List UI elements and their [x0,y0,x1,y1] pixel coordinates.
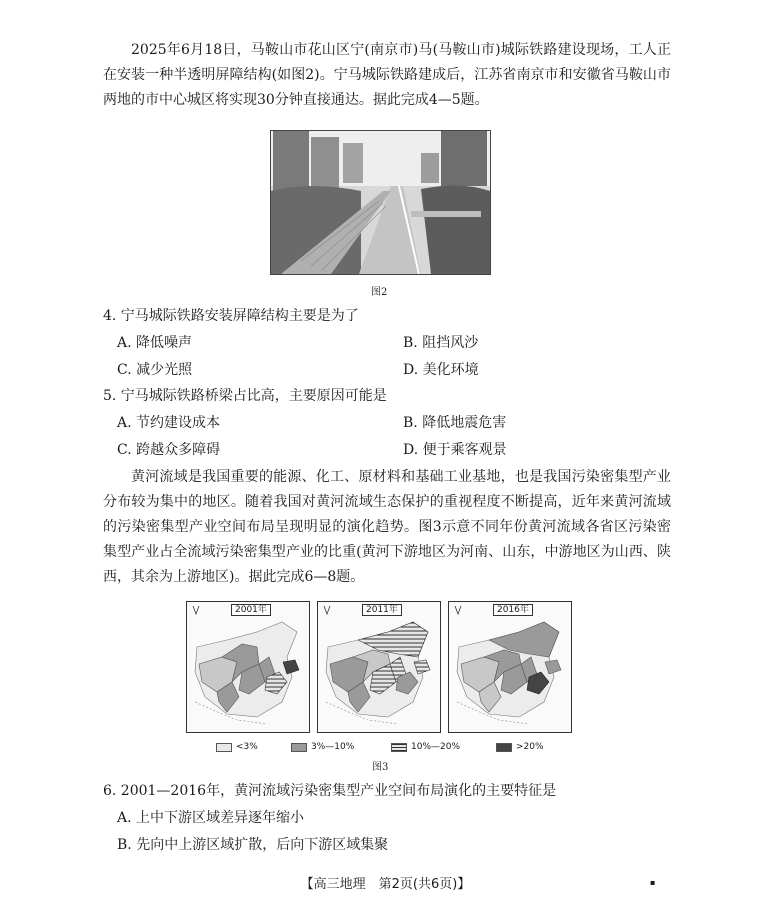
yellow-river-maps [186,601,571,733]
map-2016 [448,601,572,733]
passage-intro-6-8: 黄河流域是我国重要的能源、化工、原材料和基础工业基地，也是我国污染密集型产业分布较为集中的地区。随着我国对黄河流域生态保护的重视程度不断提高，近年来黄河流域的污染密集型产业空间布局呈现明显的演化趋势。图3示意不同年份黄河流域各省区污染密集型产业占全流域污染密集型产业的比重(黄河下游地区为河南、山东，中游地区为山西、陕西，其余为上游地区)。据此完成6—8题。 [103,469,671,585]
question-6-option-a: A. 上中下游区域差异逐年缩小 [117,810,305,826]
question-5-option-b: B. 降低地震危害 [403,415,507,431]
question-5-option-a: A. 节约建设成本 [117,415,221,431]
legend-swatch-10-20 [391,743,407,752]
map-legend [216,740,556,754]
question-4-option-c: C. 减少光照 [117,362,193,378]
page-footer: 【高三地理 第2页(共6页)】 [300,877,471,892]
fig3-caption: 图3 [372,762,389,773]
legend-label-10-20: 10%—20% [411,742,461,752]
question-4-stem: 4. 宁马城际铁路安装屏障结构主要是为了 [103,308,359,324]
map-2001 [186,601,310,733]
legend-item-10-20 [391,740,460,754]
passage-intro-4-5: 2025年6月18日，马鞍山市花山区宁(南京市)马(马鞍山市)城际铁路建设现场，工人正在安装一种半透明屏障结构(如图2)。宁马城际铁路建成后，江苏省南京市和安徽省马鞍山市两地的市中心城区将实现30分钟直接通达。据此完成4—5题。 [103,42,671,108]
legend-swatch-gt20 [496,743,512,752]
question-4-option-b: B. 阻挡风沙 [403,335,479,351]
legend-label-3-10: 3%—10% [311,742,355,752]
question-4-option-d: D. 美化环境 [403,362,479,378]
question-5-option-d: D. 便于乘客观景 [403,442,507,458]
map-2016-year: 2016年 [493,604,533,616]
question-6-option-b: B. 先向中上游区域扩散，后向下游区域集聚 [117,837,389,853]
map-2001-year: 2001年 [231,604,271,616]
legend-label-gt20: >20% [516,742,544,752]
fig2-caption: 图2 [371,287,388,298]
question-6-stem: 6. 2001—2016年，黄河流域污染密集型产业空间布局演化的主要特征是 [103,783,557,799]
legend-swatch-lt3 [216,743,232,752]
legend-label-lt3: <3% [236,742,258,752]
legend-item-3-10 [291,740,354,754]
map-2011-year: 2011年 [362,604,402,616]
map-2011 [317,601,441,733]
question-5-stem: 5. 宁马城际铁路桥梁占比高，主要原因可能是 [103,388,387,404]
question-5-option-c: C. 跨越众多障碍 [117,442,221,458]
legend-swatch-3-10 [291,743,307,752]
railway-barrier-photo [270,130,491,275]
question-4-option-a: A. 降低噪声 [117,335,193,351]
corner-mark: ▪ [650,878,656,887]
legend-item-lt3 [216,740,258,754]
legend-item-gt20 [496,740,544,754]
